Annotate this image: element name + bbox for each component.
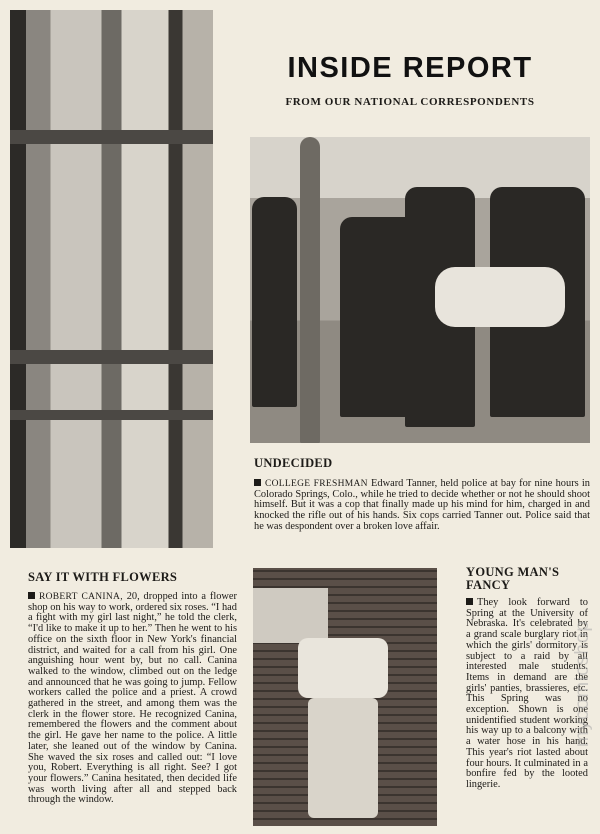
story-body-fancy [466, 598, 588, 791]
story-body-flowers [28, 592, 237, 806]
photo-building-ledge [10, 10, 213, 548]
photo-figure [298, 638, 388, 698]
photo-figure-white [435, 267, 565, 327]
photo-ledge-band [10, 130, 213, 144]
story-text: 20, dropped into a flower shop on his way to work, ordered six roses. “I had a fight with my girl last night,” he told the clerk, “I'd like to make it up to her.” Then he went to his office on the sixth floor in New York's financial district, and waited for a call from his girl. One anguishing hour went by, but no call. Canina walked to the window, climbed out on the ledge and announced that he was going to jump. Fellow workers called the police and a priest. A crowd gathered in the street, and among them was the clerk in the flower store. He recognized Canina, remembered the flowers and the comment about the girl. He gave her name to the police. A little later, she leaned out of the window by Canina. She waved the six roses and called out: “I love you, Robert. Everything is all right. See? I got your flowers.” Canina hesitated, then decided life was worth living after all and stepped back through the window. [28, 591, 237, 806]
page-title: INSIDE REPORT [287, 52, 533, 84]
photo-balcony [253, 588, 328, 643]
story-heading-fancy: YOUNG MAN'S FANCY [466, 565, 560, 592]
photo-tree [300, 137, 320, 443]
photo-ledge-band [10, 350, 213, 364]
story-text: They look forward to Spring at the University of Nebraska. It's celebrated by a grand scale burglary riot in which the girls' dormitory is subject to a raid by all interested male students. Items in demand are the girls' panties, brassieres, etc. This Spring was no exception. Shown is one unidentified student working his way up to a balcony with a water hose in his hand. This year's riot lasted about four hours. It culminated in a bonfire fed by the looted lingerie. [466, 597, 588, 790]
photo-figure [308, 698, 378, 818]
bullet-square-icon [254, 479, 261, 486]
photo-police-carrying-student [250, 137, 590, 443]
photo-student-climbing-balcony [253, 568, 437, 826]
story-body-undecided [254, 479, 590, 533]
photo-ledge-band [10, 410, 213, 420]
bullet-square-icon [28, 592, 35, 599]
story-lead: COLLEGE FRESHMAN [265, 479, 368, 489]
story-text: Edward Tanner, held police at bay for nine hours in Colorado Springs, Colo., while he tried to decide whether or not he should shoot himself. But it was a cop that finally made up his mind for him, charged in and knocked the rifle out of his hands. Six cops carried Tanner out. Police said that he was despondent over a broken love affair. [254, 478, 590, 532]
story-lead: ROBERT CANINA, [39, 592, 123, 602]
photo-figure [252, 197, 297, 407]
story-heading-flowers: SAY IT WITH FLOWERS [28, 570, 178, 584]
page-subtitle: FROM OUR NATIONAL CORRESPONDENTS [285, 96, 535, 108]
bullet-square-icon [466, 598, 473, 605]
story-heading-undecided: UNDECIDED [254, 456, 333, 470]
watermark: mycomicshop [572, 620, 593, 748]
